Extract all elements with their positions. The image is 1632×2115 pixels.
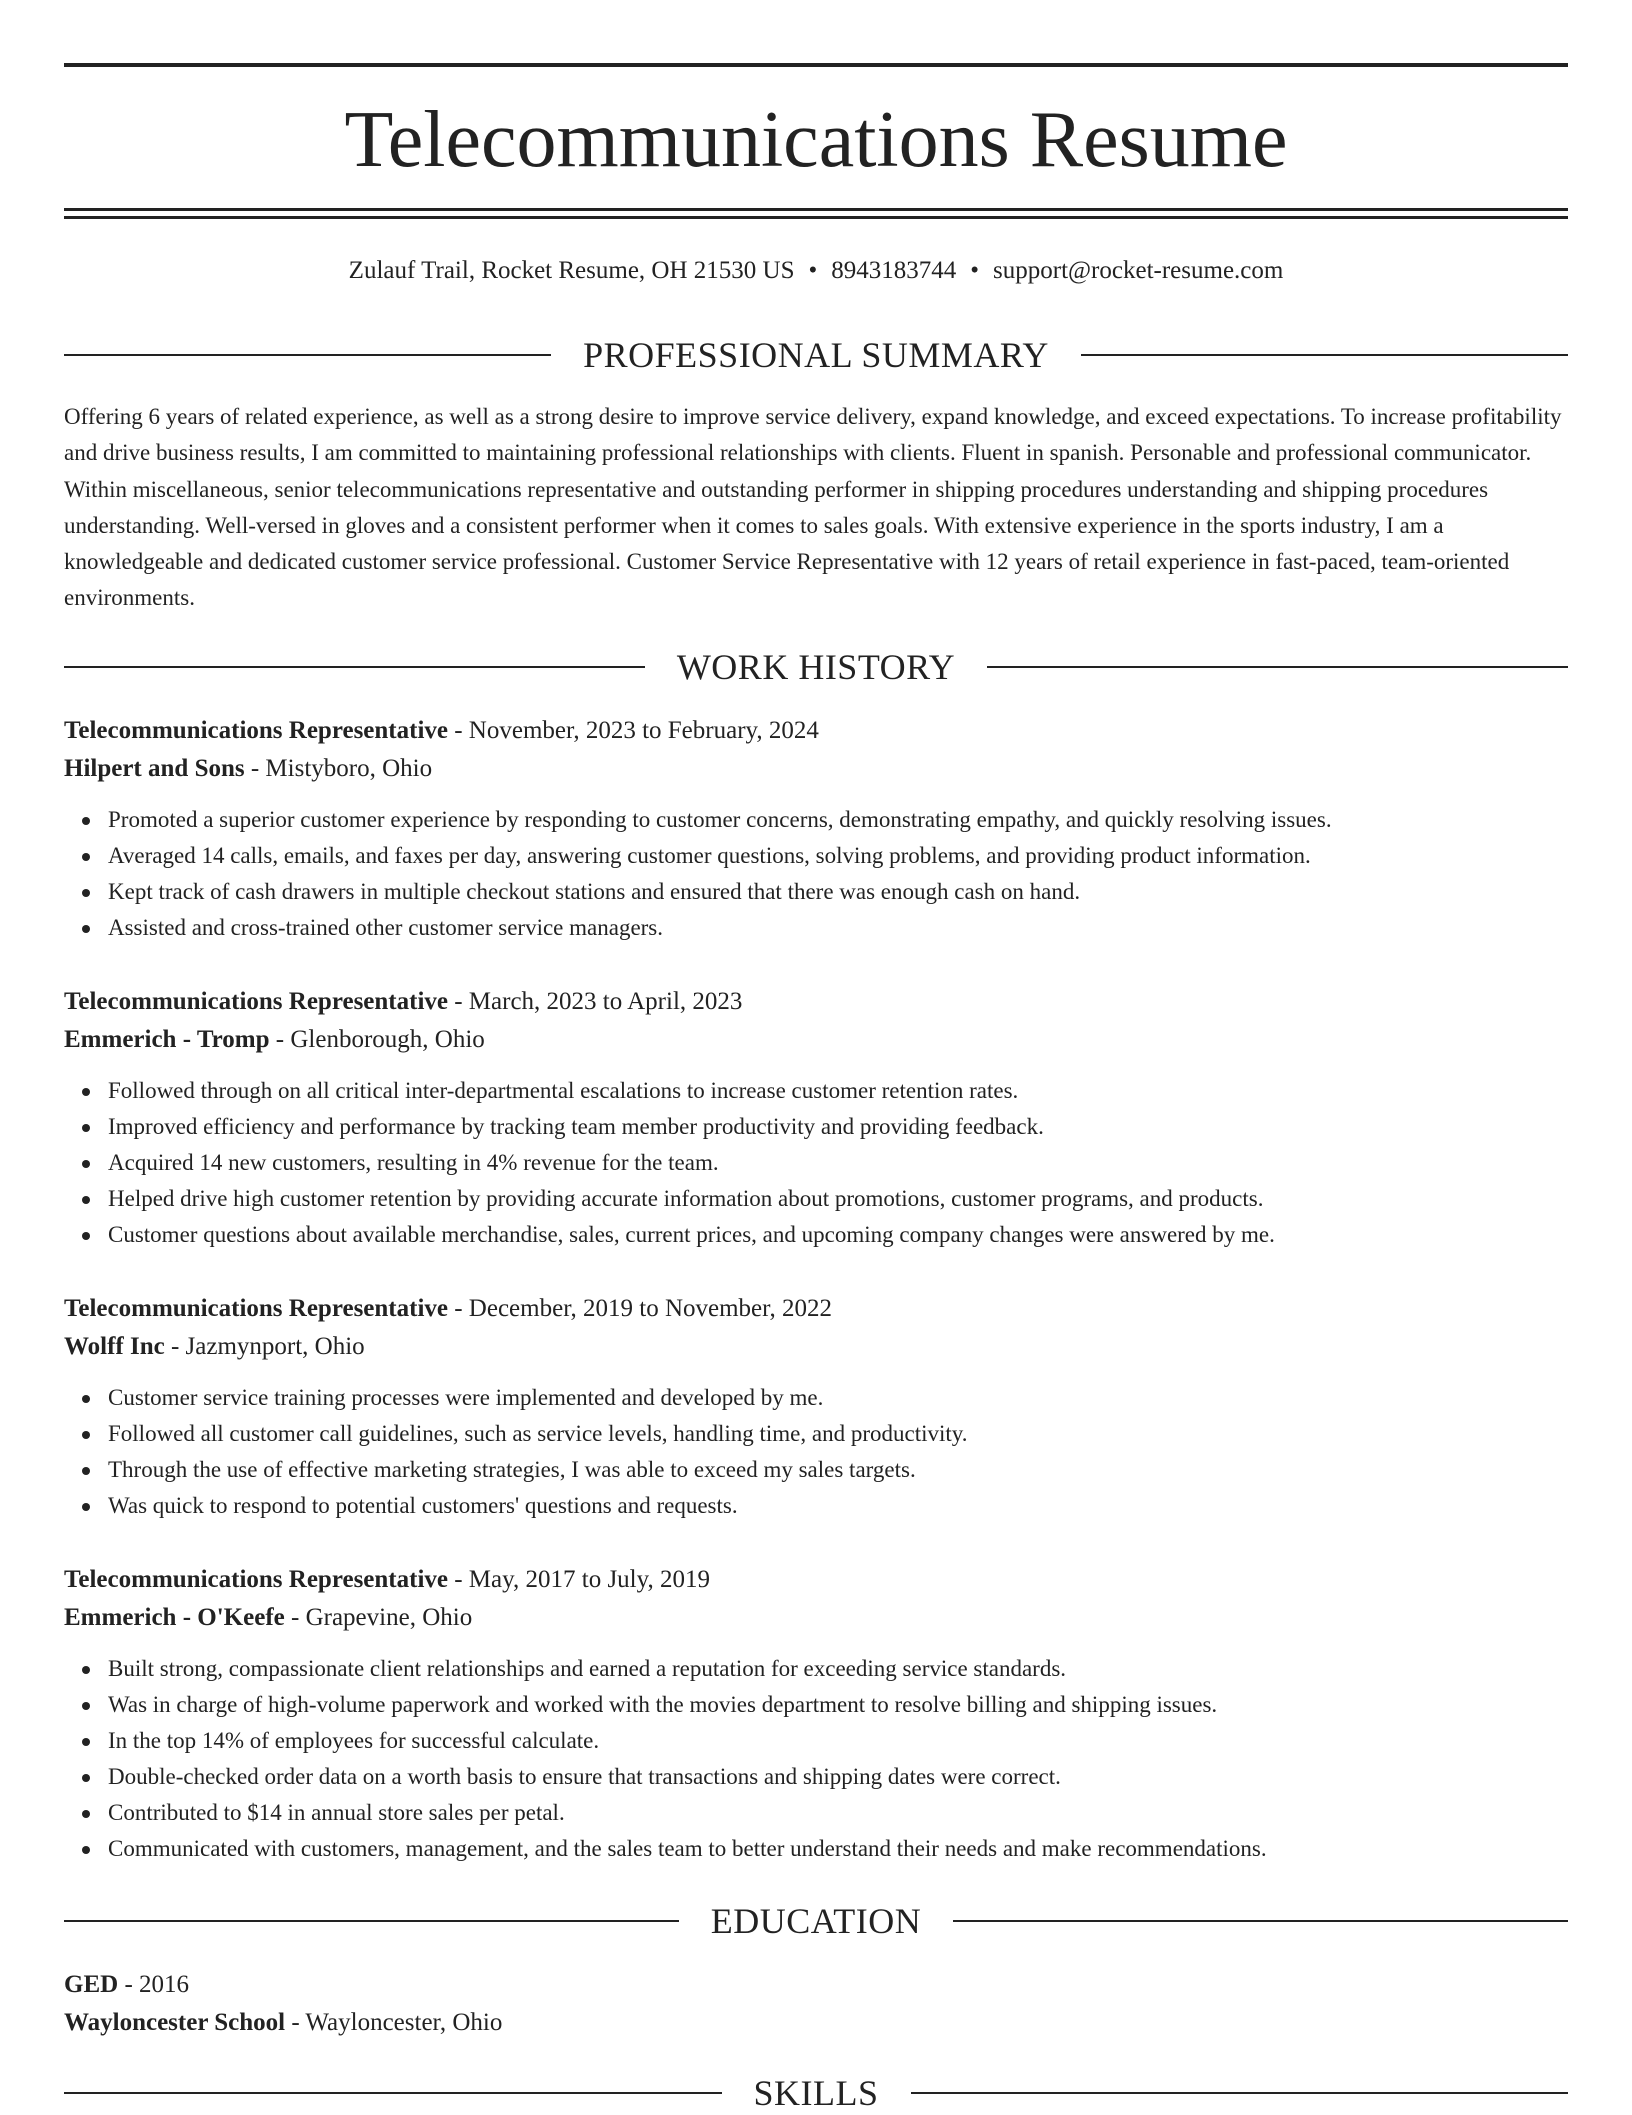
contact-separator: •	[808, 257, 818, 284]
summary-section-header	[64, 333, 1568, 377]
job-bullets	[64, 802, 1568, 946]
job-bullets	[64, 1651, 1568, 1867]
education-degree-line	[64, 1966, 1568, 2004]
education-year: - 2016	[118, 1971, 190, 1998]
job-bullet: Averaged 14 calls, emails, and faxes per day, answering customer questions, solving problems, and providing product information.	[108, 838, 1568, 874]
header-double-rule-upper	[64, 208, 1568, 211]
job-location: - Grapevine, Ohio	[284, 1604, 473, 1631]
job-bullet: Was quick to respond to potential customers' questions and requests.	[108, 1488, 1568, 1524]
job-bullet: Promoted a superior customer experience by responding to customer concerns, demonstrating empathy, and quickly resolving issues.	[108, 802, 1568, 838]
job-company-line	[64, 1328, 1568, 1366]
section-rule-right	[1081, 354, 1568, 356]
job-dates: - May, 2017 to July, 2019	[447, 1566, 711, 1593]
job-title-line	[64, 712, 1568, 750]
job-bullet: Followed all customer call guidelines, such as service levels, handling time, and productivity.	[108, 1416, 1568, 1452]
job-bullet: Customer questions about available merchandise, sales, current prices, and upcoming company changes were answered by me.	[108, 1217, 1568, 1253]
header-top-rule	[64, 63, 1568, 67]
job-location: - Mistyboro, Ohio	[244, 755, 433, 782]
job-bullet: Customer service training processes were implemented and developed by me.	[108, 1380, 1568, 1416]
job-bullets	[64, 1073, 1568, 1253]
job-entry	[64, 1290, 1568, 1524]
job-bullet: Acquired 14 new customers, resulting in 4% revenue for the team.	[108, 1145, 1568, 1181]
job-company: Hilpert and Sons	[64, 755, 245, 782]
job-company: Emmerich - Tromp	[64, 1026, 270, 1053]
contact-address: Zulauf Trail, Rocket Resume, OH 21530 US	[348, 257, 795, 284]
job-title: Telecommunications Representative	[64, 988, 448, 1015]
job-bullet: In the top 14% of employees for successful calculate.	[108, 1723, 1568, 1759]
job-company: Wolff Inc	[64, 1333, 165, 1360]
professional-summary-text: Offering 6 years of related experience, as well as a strong desire to improve service delivery, expand knowledge, and exceed expectations. To increase profitability and drive business results, I am committed to maintaining professional relationships with clients. Fluent in spanish. Personable and professional communicator. Within miscellaneous, senior telecommunications representative and outstanding performer in shipping procedures understanding and shipping procedures understanding. Well-versed in gloves and a consistent performer when it comes to sales goals. With extensive experience in the sports industry, I am a knowledgeable and dedicated customer service professional. Customer Service Representative with 12 years of retail experience in fast-paced, team-oriented environments.	[64, 404, 1562, 611]
job-title: Telecommunications Representative	[64, 717, 448, 744]
section-rule-left	[64, 2092, 722, 2094]
job-dates: - March, 2023 to April, 2023	[447, 988, 743, 1015]
job-bullet: Built strong, compassionate client relationships and earned a reputation for exceeding service standards.	[108, 1651, 1568, 1687]
job-location: - Jazmynport, Ohio	[164, 1333, 365, 1360]
job-bullet: Through the use of effective marketing strategies, I was able to exceed my sales targets.	[108, 1452, 1568, 1488]
job-bullet: Improved efficiency and performance by tracking team member productivity and providing feedback.	[108, 1109, 1568, 1145]
section-rule-left	[64, 666, 645, 668]
work-section-header	[64, 645, 1568, 689]
job-location: - Glenborough, Ohio	[269, 1026, 485, 1053]
education-degree: GED	[64, 1971, 119, 1998]
job-dates: - November, 2023 to February, 2024	[447, 717, 819, 744]
summary-section-title: PROFESSIONAL SUMMARY	[583, 335, 1049, 375]
contact-phone: 8943183744	[831, 257, 957, 284]
job-title-line	[64, 1561, 1568, 1599]
job-bullet: Kept track of cash drawers in multiple checkout stations and ensured that there was enough cash on hand.	[108, 874, 1568, 910]
job-bullet: Contributed to $14 in annual store sales per petal.	[108, 1795, 1568, 1831]
job-dates: - December, 2019 to November, 2022	[447, 1295, 832, 1322]
education-school: Wayloncester School	[64, 2009, 286, 2036]
job-bullets	[64, 1380, 1568, 1524]
job-company-line	[64, 1599, 1568, 1637]
job-bullet: Was in charge of high-volume paperwork and worked with the movies department to resolve billing and shipping issues.	[108, 1687, 1568, 1723]
job-entry	[64, 1561, 1568, 1867]
section-rule-left	[64, 354, 551, 356]
job-title: Telecommunications Representative	[64, 1295, 448, 1322]
section-rule-right	[987, 666, 1568, 668]
job-bullet: Assisted and cross-trained other customer service managers.	[108, 910, 1568, 946]
education-school-line	[64, 2004, 1568, 2042]
job-bullet: Followed through on all critical inter-departmental escalations to increase customer retention rates.	[108, 1073, 1568, 1109]
resume-name: Telecommunications Resume	[344, 96, 1288, 184]
section-rule-right	[953, 1920, 1568, 1922]
skills-section-title: SKILLS	[753, 2073, 879, 2113]
contact-email: support@rocket-resume.com	[993, 257, 1284, 284]
job-title-line	[64, 983, 1568, 1021]
job-entry	[64, 983, 1568, 1253]
education-section-title: EDUCATION	[710, 1901, 922, 1941]
job-company: Emmerich - O'Keefe	[64, 1604, 285, 1631]
contact-separator: •	[970, 257, 980, 284]
job-company-line	[64, 750, 1568, 788]
job-title: Telecommunications Representative	[64, 1566, 448, 1593]
education-location: - Wayloncester, Ohio	[285, 2009, 503, 2036]
job-title-line	[64, 1290, 1568, 1328]
work-section-title: WORK HISTORY	[676, 647, 956, 687]
skills-section-header	[64, 2071, 1568, 2115]
education-entry	[64, 1966, 1568, 2042]
job-entry	[64, 712, 1568, 946]
section-rule-right	[911, 2092, 1569, 2094]
education-section-header	[64, 1899, 1568, 1943]
contact-line	[64, 253, 1568, 289]
job-bullet: Communicated with customers, management, and the sales team to better understand their needs and make recommendations.	[108, 1831, 1568, 1867]
job-company-line	[64, 1021, 1568, 1059]
header-double-rule-lower	[64, 216, 1568, 219]
job-bullet: Double-checked order data on a worth basis to ensure that transactions and shipping dates were correct.	[108, 1759, 1568, 1795]
section-rule-left	[64, 1920, 679, 1922]
job-bullet: Helped drive high customer retention by providing accurate information about promotions, customer programs, and products.	[108, 1181, 1568, 1217]
